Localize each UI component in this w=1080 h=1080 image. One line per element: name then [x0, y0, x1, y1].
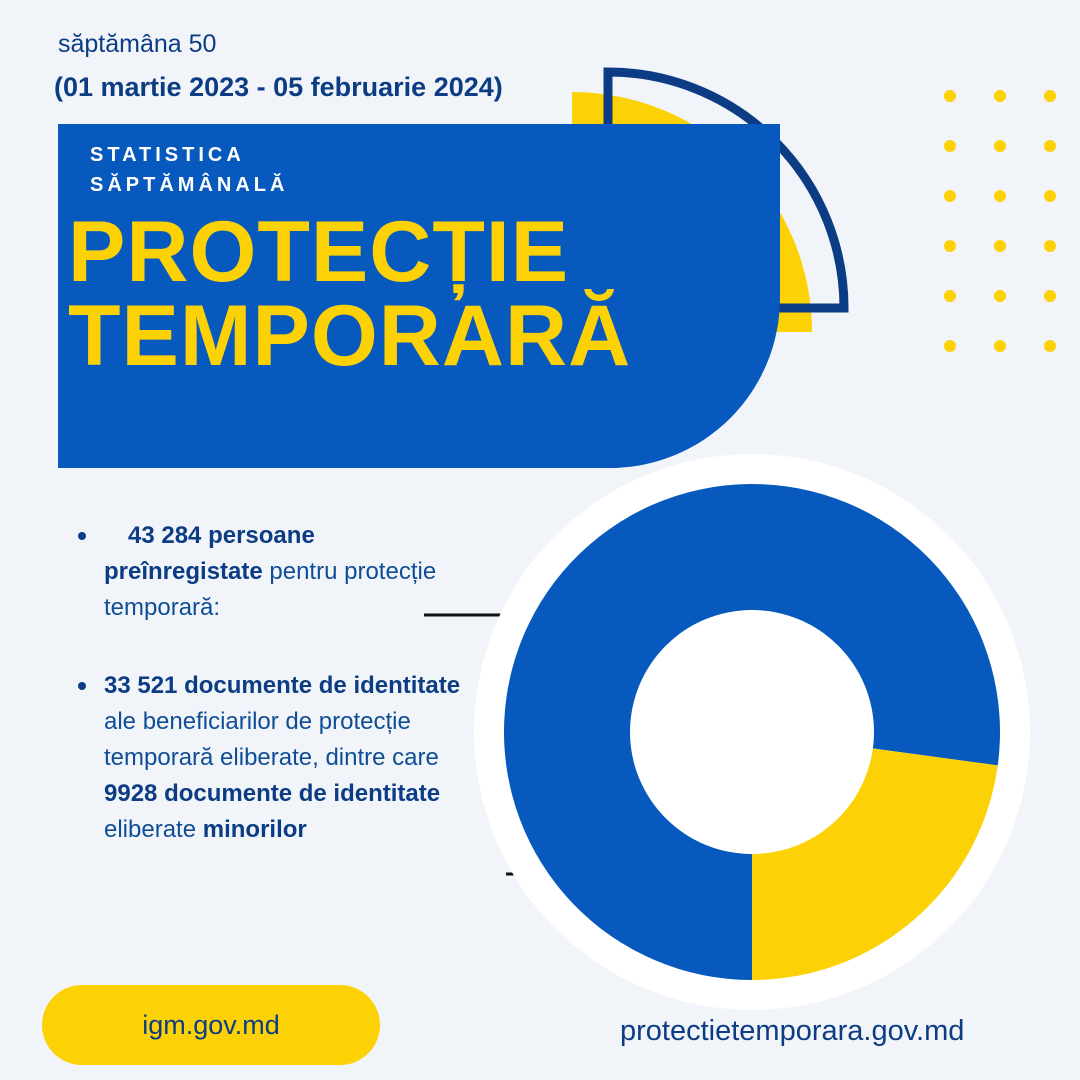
website-link[interactable]: protectietemporara.gov.md — [620, 1015, 965, 1047]
igm-link-text[interactable]: igm.gov.md — [142, 1010, 280, 1040]
decor-dot — [994, 90, 1006, 102]
stat-1-rest-text: pentru protecție temporară: — [104, 558, 437, 621]
decor-dot — [944, 140, 956, 152]
decor-dot — [1044, 140, 1056, 152]
decor-dot — [944, 240, 956, 252]
stat-item-1 — [78, 518, 478, 626]
stat-2-middle-text: ale beneficiarilor de protecție temporară eliberate, dintre care — [104, 708, 439, 771]
bullet-dot — [78, 532, 86, 540]
decor-dot — [944, 340, 956, 352]
stat-2-end-bold: minorilor — [202, 816, 307, 843]
donut-chart — [472, 452, 1032, 1012]
stat-2-number-2: 9928 — [104, 780, 158, 807]
decor-dot — [994, 140, 1006, 152]
period-label: (01 martie 2023 - 05 februarie 2024) — [54, 72, 503, 102]
stat-1-bold-text: persoane preînregistate — [104, 522, 315, 585]
chart-center-hole — [630, 610, 874, 854]
stat-2-end-text: eliberate — [104, 816, 197, 843]
decor-dot — [1044, 340, 1056, 352]
stat-1-number: 43 284 — [128, 522, 202, 549]
headline-line-1: PROTECȚIE — [68, 204, 570, 300]
decor-dot — [994, 240, 1006, 252]
stat-item-2 — [78, 668, 478, 848]
decor-dot — [944, 90, 956, 102]
decor-dot — [1044, 290, 1056, 302]
stat-2-number: 33 521 — [104, 672, 178, 699]
decor-dot — [1044, 90, 1056, 102]
decor-dot — [944, 290, 956, 302]
decor-dot — [944, 190, 956, 202]
stat-2-bold-text-2: documente de identitate — [164, 780, 441, 807]
decor-dot — [1044, 190, 1056, 202]
headline-line-2: TEMPORARĂ — [68, 288, 632, 384]
decor-dot — [994, 290, 1006, 302]
decor-dot — [1044, 240, 1056, 252]
stat-2-bold-text: documente de identitate — [184, 672, 461, 699]
kicker-line-1: STATISTICA — [90, 144, 245, 166]
decor-dot — [994, 340, 1006, 352]
kicker-line-2: SĂPTĂMÂNALĂ — [90, 174, 289, 196]
decor-dot — [994, 190, 1006, 202]
week-label: săptămâna 50 — [58, 30, 217, 58]
headline — [68, 204, 632, 384]
dot-grid-decoration — [930, 84, 1060, 364]
title-kicker — [90, 140, 288, 200]
bullet-dot — [78, 682, 86, 690]
